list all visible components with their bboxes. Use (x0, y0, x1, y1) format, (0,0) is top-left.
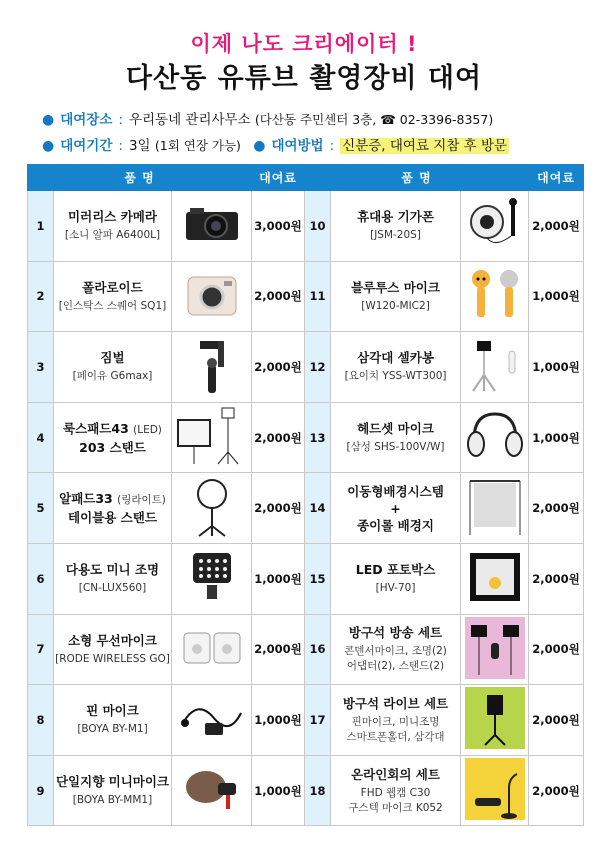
item-model: [요이치 YSS-WT300] (344, 370, 447, 383)
item-name (331, 483, 460, 500)
live-set-icon (463, 687, 526, 752)
item-number: 1 (28, 191, 54, 262)
item-model: [소니 알파 A6400L] (64, 229, 161, 242)
item-name-note: (LED) (133, 423, 162, 436)
item-price: 3,000원 (252, 191, 305, 262)
item-name-text: 방구석 방송 세트 (348, 625, 443, 641)
item-name-cell (331, 332, 461, 403)
item-number: 8 (28, 685, 54, 756)
instant-camera-icon (174, 271, 249, 322)
item-price: 2,000원 (252, 614, 305, 685)
item-name-text: 미러리스 카메라 (68, 209, 157, 225)
item-model-line2: 어댑터(2), 스탠드(2) (346, 660, 445, 673)
item-name-text: 폴라로이드 (82, 279, 143, 295)
item-name-cell (331, 755, 461, 826)
item-image-cell (461, 473, 529, 544)
item-image-cell (172, 755, 252, 826)
item-model-line2: 스마트폰홀더, 삼각대 (346, 730, 445, 743)
item-name (54, 773, 171, 790)
led-panel-icon (174, 406, 249, 469)
table-row (28, 402, 584, 473)
item-number: 16 (305, 614, 331, 685)
item-model: [BOYA BY-M1] (77, 723, 148, 736)
page-title: 다산동 유튜브 촬영장비 대여 (125, 63, 483, 94)
item-model: FHD 웹캠 C30 (360, 786, 431, 799)
item-price: 2,000원 (252, 402, 305, 473)
table-row (28, 543, 584, 614)
item-model: [JSM-20S] (370, 229, 421, 242)
item-name-cell (331, 685, 461, 756)
item-model: [HV-70] (375, 582, 416, 595)
item-name-cell (54, 191, 172, 262)
item-name (331, 279, 460, 296)
photo-box-icon (463, 549, 526, 608)
item-name-text: 방구석 라이브 세트 (342, 695, 449, 711)
item-name (331, 624, 460, 641)
item-price: 1,000원 (252, 543, 305, 614)
item-name-cell (54, 614, 172, 685)
item-number: 15 (305, 543, 331, 614)
item-name-cell (331, 191, 461, 262)
rental-period-label: 대여기간 (60, 138, 113, 154)
item-model: [삼성 SHS-100V/W] (346, 441, 445, 454)
item-image-cell (172, 473, 252, 544)
item-price: 1,000원 (252, 685, 305, 756)
header-item: 품 명 (305, 165, 529, 191)
item-name-text: 블루투스 마이크 (351, 279, 440, 295)
item-name-text: 온라인회의 세트 (351, 766, 440, 782)
item-number: 11 (305, 261, 331, 332)
item-price: 1,000원 (252, 755, 305, 826)
table-row (28, 332, 584, 403)
page-subtitle: 이제 나도 크리에이터 ! (190, 32, 418, 56)
wireless-mic-icon (174, 625, 249, 674)
item-name-cell (54, 402, 172, 473)
item-image-cell (461, 755, 529, 826)
item-price: 2,000원 (529, 614, 584, 685)
item-name-cell (54, 685, 172, 756)
item-name (331, 208, 460, 225)
rental-place-line (42, 108, 493, 128)
mini-light-icon (174, 549, 249, 608)
item-name-text: LED 포토박스 (355, 562, 436, 578)
item-image-cell (461, 402, 529, 473)
item-name (54, 561, 171, 578)
headset-icon (463, 410, 526, 465)
item-image-cell (172, 261, 252, 332)
item-image-cell (172, 191, 252, 262)
item-name (54, 632, 171, 649)
broadcast-set-icon (463, 617, 526, 682)
item-number: 5 (28, 473, 54, 544)
rental-place-value: 우리동네 관리사무소 (128, 112, 251, 128)
item-image-cell (461, 543, 529, 614)
item-name-line3: 종이롤 배경지 (357, 517, 434, 533)
table-row (28, 755, 584, 826)
item-name (54, 279, 171, 296)
item-name-cell (54, 543, 172, 614)
meeting-set-icon (463, 758, 526, 823)
item-name (331, 349, 460, 366)
table-row (28, 614, 584, 685)
item-model: [W120-MIC2] (361, 299, 430, 312)
item-name-note: (링라이트) (117, 494, 166, 507)
item-name-cell (54, 755, 172, 826)
item-name (54, 702, 171, 719)
item-price: 1,000원 (529, 261, 584, 332)
item-price: 1,000원 (529, 332, 584, 403)
item-price: 2,000원 (252, 261, 305, 332)
item-image-cell (172, 543, 252, 614)
item-image-cell (461, 261, 529, 332)
item-model: [CN-LUX560] (78, 582, 147, 595)
rental-place-label: 대여장소 (60, 112, 113, 128)
item-number: 18 (305, 755, 331, 826)
item-price: 2,000원 (252, 473, 305, 544)
item-name-cell (331, 402, 461, 473)
item-number: 7 (28, 614, 54, 685)
item-model-line2: 구스텍 마이크 K052 (348, 801, 443, 814)
item-model: 콘덴서마이크, 조명(2) (344, 645, 447, 658)
item-number: 4 (28, 402, 54, 473)
item-image-cell (172, 685, 252, 756)
table-body (28, 191, 584, 826)
table-header-row (28, 165, 584, 191)
item-name-cell (331, 473, 461, 544)
item-price: 2,000원 (529, 473, 584, 544)
item-name-cell (54, 261, 172, 332)
item-number: 9 (28, 755, 54, 826)
item-price: 2,000원 (252, 332, 305, 403)
ring-light-icon (174, 476, 249, 541)
colon: : (118, 112, 123, 128)
header-fee: 대여료 (529, 165, 584, 191)
item-number: 17 (305, 685, 331, 756)
item-name (331, 695, 460, 712)
item-name-text: 헤드셋 마이크 (357, 421, 434, 437)
item-model: [페이유 G6max] (72, 370, 153, 383)
header-item: 품 명 (28, 165, 252, 191)
item-price: 2,000원 (529, 685, 584, 756)
item-name-line2: + (390, 500, 401, 516)
item-number: 3 (28, 332, 54, 403)
table-row (28, 191, 584, 262)
item-price: 2,000원 (529, 543, 584, 614)
item-name-cell (54, 332, 172, 403)
item-name-text: 짐벌 (100, 350, 125, 366)
item-price: 2,000원 (529, 755, 584, 826)
item-name-text: 룩스패드43 (63, 420, 129, 436)
rental-place-detail: (다산동 주민센터 3층, ☎ 02-3396-8357) (254, 112, 494, 127)
item-name (331, 766, 460, 783)
item-model: [RODE WIRELESS GO] (55, 652, 170, 665)
item-name-line2: 테이블용 스탠드 (68, 510, 157, 526)
item-model: 핀마이크, 미니조명 (351, 715, 440, 728)
item-name-cell (331, 261, 461, 332)
item-name-cell (331, 543, 461, 614)
item-image-cell (461, 685, 529, 756)
item-model: [BOYA BY-MM1] (72, 794, 153, 807)
item-image-cell (461, 614, 529, 685)
header-fee: 대여료 (252, 165, 305, 191)
item-name-text: 이동형배경시스템 (347, 483, 444, 499)
item-name-text: 핀 마이크 (86, 703, 139, 719)
item-image-cell (461, 332, 529, 403)
item-name-cell (331, 614, 461, 685)
table-row (28, 473, 584, 544)
colon: : (118, 138, 123, 154)
rental-table (27, 164, 584, 826)
bullet-icon: ● (253, 138, 266, 154)
item-name (54, 420, 171, 439)
lavalier-mic-icon (174, 693, 249, 746)
rental-period-value: 3일 (128, 138, 151, 154)
item-image-cell (172, 614, 252, 685)
item-price: 1,000원 (529, 402, 584, 473)
item-number: 10 (305, 191, 331, 262)
item-name-line2: 203 스탠드 (79, 439, 146, 455)
camera-icon (174, 204, 249, 247)
rental-period-detail: (1회 연장 가능) (154, 138, 241, 153)
item-number: 2 (28, 261, 54, 332)
backdrop-icon (463, 477, 526, 540)
item-name-text: 삼각대 셀카봉 (357, 350, 434, 366)
bullet-icon: ● (42, 138, 55, 154)
item-name-text: 휴대용 기가폰 (357, 209, 434, 225)
rental-method-value: 신분증, 대여료 지참 후 방문 (342, 138, 508, 154)
item-number: 12 (305, 332, 331, 403)
table-row (28, 685, 584, 756)
item-image-cell (172, 332, 252, 403)
item-number: 13 (305, 402, 331, 473)
item-number: 6 (28, 543, 54, 614)
item-image-cell (172, 402, 252, 473)
item-model: [인스탁스 스퀘어 SQ1] (58, 299, 167, 312)
bullet-icon: ● (42, 112, 55, 128)
item-name-text: 소형 무선마이크 (68, 632, 157, 648)
item-name (54, 349, 171, 366)
item-name (331, 420, 460, 437)
item-name (331, 561, 460, 578)
item-number: 14 (305, 473, 331, 544)
item-name-text: 다용도 미니 조명 (65, 562, 160, 578)
item-name-cell (54, 473, 172, 544)
item-price: 2,000원 (529, 191, 584, 262)
item-image-cell (461, 191, 529, 262)
bluetooth-mic-icon (463, 265, 526, 328)
shotgun-mic-icon (174, 763, 249, 818)
gimbal-icon (174, 335, 249, 398)
table-row (28, 261, 584, 332)
rental-period-line (42, 134, 509, 154)
item-name-text: 단일지향 미니마이크 (55, 774, 170, 790)
item-name (54, 208, 171, 225)
portable-speaker-icon (463, 196, 526, 255)
item-name-text: 알패드33 (59, 491, 113, 507)
item-name (54, 490, 171, 509)
selfie-tripod-icon (463, 337, 526, 396)
rental-method-label: 대여방법 (271, 138, 324, 154)
colon: : (329, 138, 335, 154)
